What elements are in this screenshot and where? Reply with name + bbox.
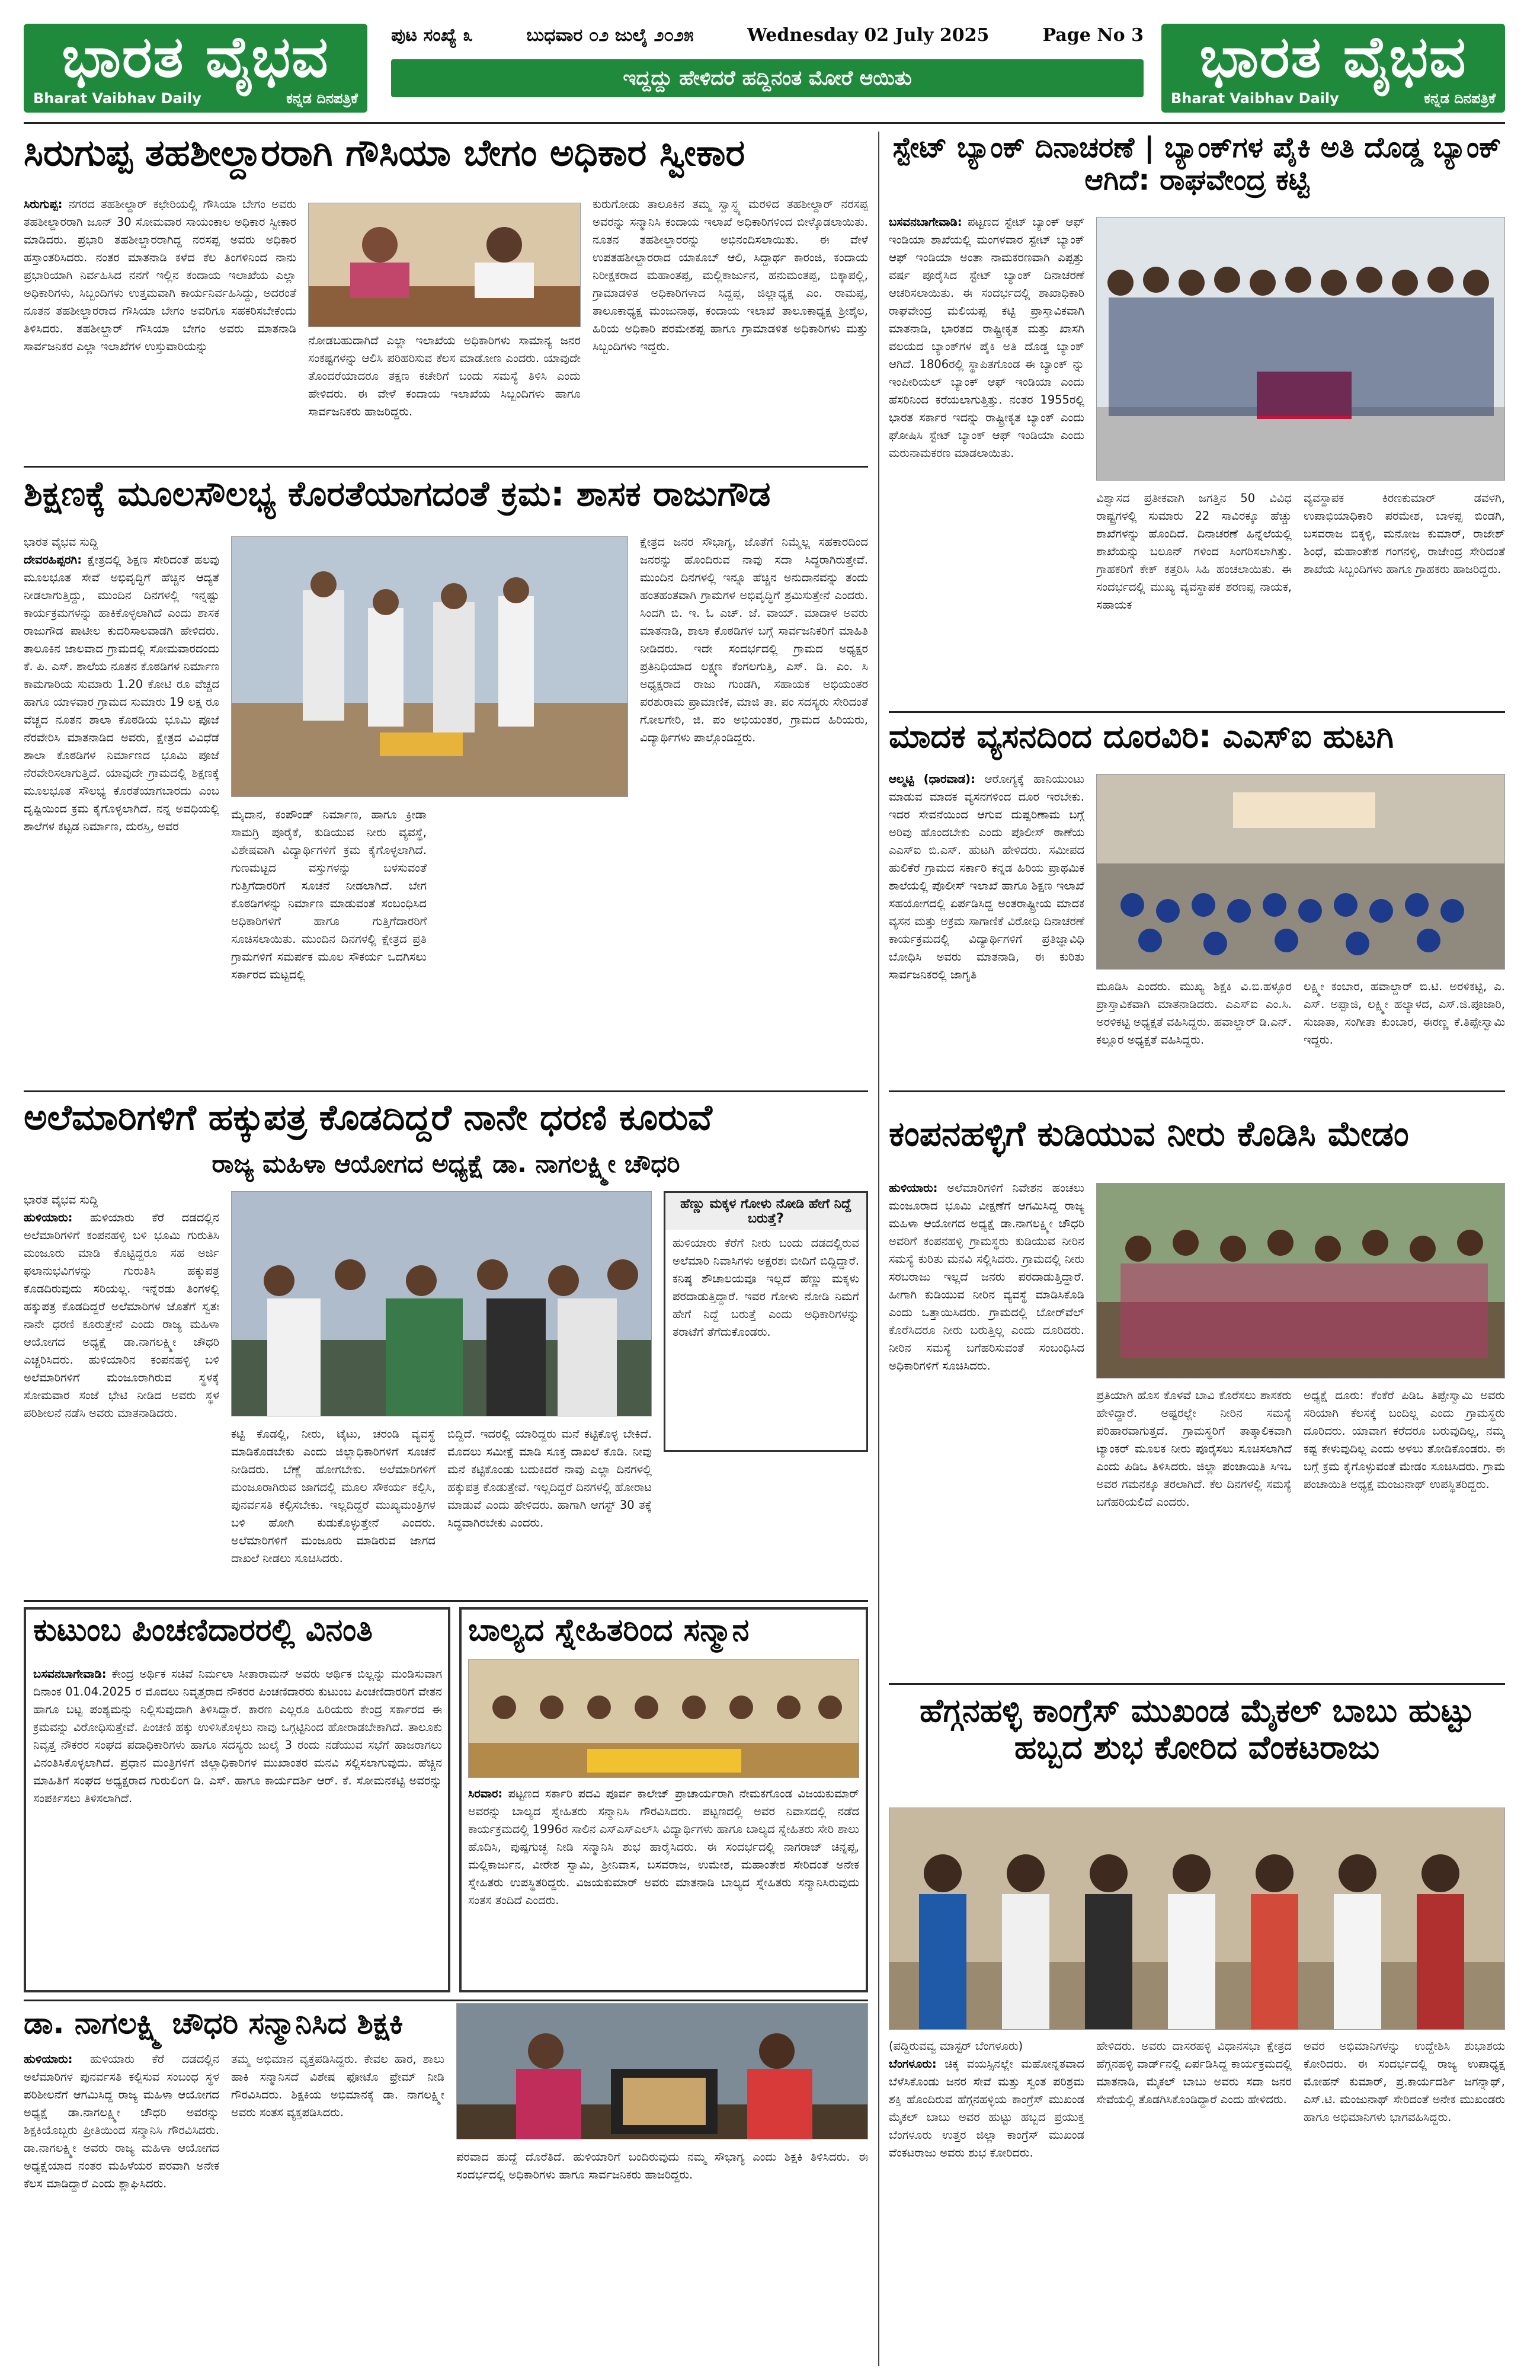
a3-photo-image <box>232 537 628 797</box>
a10-col1 <box>889 2037 1084 2365</box>
a5-col2: ಕಟ್ಟಿ ಕೊಡಲ್ಲಿ, ನೀರು, ಟೈಟು, ಚರಂಡಿ ವ್ಯವಸ್ಥೆ ಮಾಡಿಕೊಡಬೇಕು ಎಂದು ಜಿಲ್ಲಾಧಿಕಾರಿಗಳಿಗೆ ಸೂಚನೆ ನೀಡಿದರು. ಬೆಣ್ಣೆ ಹೋಗಬೇಕು. ಅಲೆಮಾರಿಗಳಿಗೆ ಮಂಜೂರಾಗಿರುವ ಜಾಗದಲ್ಲಿ ಮೂಲ ಸೌಕರ್ಯ ಕಲ್ಪಿಸಿ, ಪುನರ್ವಸತಿ ಕಲ್ಪಿಸಬೇಕು. ಇಲ್ಲದಿದ್ದರೆ ಮುಖ್ಯಮಂತ್ರಿಗಳ ಬಳಿ ಹೋಗಿ ಕುಡುಕೊಳ್ಳುತ್ತೇನೆ ಎಂದರು. ಅಲೆಮಾರಿಗಳಿಗೆ ಮಂಜೂರು ಮಾಡಿರುವ ಜಾಗದ ದಾಖಲೆ ನೀಡಲು ಸೂಚಿಸಿದರು. <box>231 1427 436 1565</box>
a6-photo <box>1096 1183 1505 1378</box>
headline-a5: ಅಲೆಮಾರಿಗಳಿಗೆ ಹಕ್ಕುಪತ್ರ ಕೊಡದಿದ್ದರೆ ನಾನೇ ಧರಣಿ ಕೂರುವೆ <box>24 1097 712 1138</box>
info-bar <box>391 25 1144 46</box>
a8-body <box>468 1785 859 1986</box>
rule-a6 <box>889 1683 1505 1685</box>
a10-col1-text: ಚಿಕ್ಕ ವಯಸ್ಸಿನಲ್ಲೇ ಮಹೋನ್ನತವಾದ ಬೆಳೆಸಿಕೊಂಡು ಜನರ ಸೇವೆ ಮತ್ತು ಸ್ವಂತ ಪರಿಶ್ರಮ ಶಕ್ತಿ ಹೊಂದಿರುವ ಹೆಗ್ಗನಹಳ್ಳಿಯ ಕಾಂಗ್ರೆಸ್ ಮುಖಂಡ ಮೈಕಲ್ ಬಾಬು ಅವರ ಹುಟ್ಟು ಹಬ್ಬದ ಪ್ರಯುಕ್ತ ಬೆಂಗಳೂರು ಉತ್ತರ ಜಿಲ್ಲಾ ಕಾಂಗ್ರೆಸ್ ಮುಖಂಡ ವೆಂಕಟರಾಜು ಅವರು ಶುಭ ಕೋರಿದರು. <box>889 2057 1084 2160</box>
a5-col1-text: ಹುಳಿಯಾರು ಕೆರೆ ದಡದಲ್ಲಿನ ಅಲೆಮಾರಿಗಳಿಗೆ ಕಂಪನಹಳ್ಳಿ ಬಳಿ ಭೂಮಿ ಗುರುತಿಸಿ ಮಂಜೂರು ಮಾಡಿ ಕೊಟ್ಟಿದ್ದರೂ ಸಹ ಅರ್ಜಿ ಫಲಾನುಭವಿಗಳನ್ನು ಗುರುತಿಸಿ ಹಕ್ಕುಪತ್ರ ಕೊಡದಿರುವುದು ಸರಿಯಲ್ಲ. ಇನ್ನೆರಡು ತಿಂಗಳಲ್ಲಿ ಹಕ್ಕುಪತ್ರ ಕೊಡದಿದ್ದರೆ ಅಲೆಮಾರಿಗಳ ಜೊತೆಗೆ ಸ್ವತಃ ನಾನೇ ಧರಣಿ ಕೂರುತ್ತೇನೆ ಎಂದು ರಾಜ್ಯ ಮಹಿಳಾ ಆಯೋಗದ ಅಧ್ಯಕ್ಷೆ ಡಾ.ನಾಗಲಕ್ಷ್ಮೀ ಚೌಧರಿ ಎಚ್ಚರಿಸಿದರು. ಹುಳಿಯಾರಿನ ಕಂಪನಹಳ್ಳಿ ಬಳಿ ಅಲೆಮಾರಿಗಳಿಗೆ ಮಂಜೂರಾಗಿರುವ ಸ್ಥಳಕ್ಕೆ ಸೋಮವಾರ ಸಂಜೆ ಭೇಟಿ ನೀಡಿದ ಅವರು ಸ್ಥಳ ಪರಿಶೀಲನೆ ನಡೆಸಿ ಅವರು ಮಾತನಾಡಿದರು. <box>24 1211 219 1420</box>
rule-a8 <box>24 2000 868 2001</box>
a1-col3: ಕುರುಗೋಡು ತಾಲೂಕಿನ ತಮ್ಮ ಸ್ವಾಸ್ಥ್ಯ ಮರಳಿದ ತಹಶೀಲ್ದಾರ್ ನರಸಪ್ಪ ಅವರನ್ನು ಸನ್ಮಾನಿಸಿ ಕಂದಾಯ ಇಲಾಖೆ ಅಧಿಕಾರಿಗಳಿಂದ ಬೀಳ್ಕೊಡಲಾಯಿತು. ನೂತನ ತಹಶೀಲ್ದಾರರನ್ನು ಅಭಿನಂದಿಸಲಾಯಿತು. ಈ ವೇಳೆ ಉಪತಹಶೀಲ್ದಾರರಾದ ಯಾಕೂಬ್ ಆಲಿ, ಸಿದ್ದಾರ್ಥ ಕಾರಂಜಿ, ಕಂದಾಯ ನಿರೀಕ್ಷಕರಾದ ಮಹಾಂತಪ್ಪ, ಮಲ್ಲಿಕಾರ್ಜುನ, ಹನುಮಂತಪ್ಪ, ಬಿಕ್ಕಾಪಲ್ಲಿ, ಗ್ರಾಮಾಡಳಿತ ಅಧಿಕಾರಿಗಳಾದ ಸಿದ್ದಪ್ಪ, ಜಿಲ್ಲಾಧ್ಯಕ್ಷ ಎಂ. ರಾಮಪ್ಪ, ತಾಲೂಕಾಧ್ಯಕ್ಷ ಮಂಜುನಾಥ, ಕಂದಾಯ ಇಲಾಖೆ ತಾಲೂಕಾಧ್ಯಕ್ಷ ಶ್ರೀಶೈಲ, ಹಿರಿಯ ಅಧಿಕಾರಿ ಪರಮೇಶಪ್ಪ ಹಾಗೂ ಗ್ರಾಮಾಡಳಿತ ಅಧಿಕಾರಿಗಳು ಮತ್ತು ಸಿಬ್ಬಂದಿಗಳು ಇದ್ದರು. <box>593 197 868 353</box>
masthead-english-right: Bharat Vaibhav Daily <box>1171 90 1339 107</box>
a8-photo-image <box>469 1660 859 1778</box>
rule-a4 <box>889 1090 1505 1092</box>
headline-a1: ಸಿರುಗುಪ್ಪ ತಹಶೀಲ್ದಾರರಾಗಿ ಗೌಸಿಯಾ ಬೇಗಂ ಅಧಿಕಾರ ಸ್ವೀಕಾರ <box>24 131 745 174</box>
masthead-left <box>24 24 367 113</box>
a3-dateline: ದೇವರಹಿಪ್ಪರಗಿ: <box>24 553 82 567</box>
a7-body-text: ಕೇಂದ್ರ ಅರ್ಥಿಕ ಸಚಿವೆ ನಿರ್ಮಲಾ ಸೀತಾರಾಮನ್ ಅವರು ಆರ್ಥಿಕ ಬಿಲ್ಲನ್ನು ಮಂಡಿಸುವಾಗ ದಿನಾಂಕ 01.04.2025 ರ ಮೊದಲು ನಿವೃತ್ತರಾದ ನೌಕರರ ಪಿಂಚಣಿದಾರರು ಕುಟುಂಬ ಪಿಂಚಣಿದಾರರಿಗೆ ವೇತನ ಹಾಗೂ ಬಟ್ಟ ಪಂಶ್ಯಮನ್ನು ನಿಲ್ಲಿಸುವುದಾಗಿ ತಿಳಿಸಿದ್ದಾರೆ. ಕಾರಣ ಎಲ್ಲರೂ ಹಿರಿಯರು ಕೇಂದ್ರ ಸರ್ಕಾರದ ಈ ಕ್ರಮವನ್ನು ವಿರೋಧಿಸುತ್ತೇವೆ. ಪಿಂಚಣಿ ಹಕ್ಕು ಉಳಿಸಿಕೊಳ್ಳಲು ನಾವು ಒಗ್ಗಟ್ಟಿನಿಂದ ಹೋರಾಡಬೇಕಾಗಿದೆ. ತಾಲೂಕು ನಿವೃತ್ತ ನೌಕರರ ಸಂಘದ ಪದಾಧಿಕಾರಿಗಳು ಹಾಗೂ ಸದಸ್ಯರು ಜುಲೈ 3 ರಂದು ನಡೆಯುವ ಸಭೆಗೆ ಹಾಜರಾಗಲು ವಿನಂತಿಸಿಕೊಳ್ಳಲಾಗಿದೆ. ಪ್ರಧಾನ ಮಂತ್ರಿಗಳಿಗೆ ಜಿಲ್ಲಾಧಿಕಾರಿಗಳ ಮುಖಾಂತರ ಮನವಿ ಸಲ್ಲಿಸಲಾಗುವುದು. ಹೆಚ್ಚಿನ ಮಾಹಿತಿಗೆ ಸಂಘದ ಅಧ್ಯಕ್ಷರಾದ ಗುರುಲಿಂಗ ಡಿ. ಎಸ್. ಹಾಗೂ ಕಾರ್ಯದರ್ಶಿ ಆರ್. ಕೆ. ಸೋಮನಕಟ್ಟಿ ಅವರನ್ನು ಸಂಪರ್ಕಿಸಲು ತಿಳಿಸಲಾಗಿದೆ. <box>33 1667 442 1805</box>
a2-col2: ವಿಶ್ವಾಸದ ಪ್ರತೀಕವಾಗಿ ಜಗತ್ತಿನ 50 ವಿವಿಧ ರಾಷ್ಟ್ರಗಳಲ್ಲಿ ಸುಮಾರು 22 ಸಾವಿರಕ್ಕೂ ಹೆಚ್ಚು ಶಾಖೆಗಳನ್ನು ಹೊಂದಿದೆ. ದಿನಾಚರಣೆ ಹಿನ್ನೆಲೆಯಲ್ಲಿ ಶಾಖೆಯನ್ನು ಬಲೂನ್ ಗಳಿಂದ ಸಿಂಗರಿಸಲಾಗಿತ್ತು. ಗ್ರಾಹಕರಿಗೆ ಕೇಕ್ ಕತ್ತರಿಸಿ ಸಿಹಿ ಹಂಚಲಾಯಿತು. ಈ ಸಂದರ್ಭದಲ್ಲಿ ಮುಖ್ಯ ವ್ಯವಸ್ಥಾಪಕ ಶರಣಪ್ಪ ನಾಯಕ, ಸಹಾಯಕ <box>1096 491 1292 612</box>
a10-photo <box>889 1808 1505 2030</box>
a1-caption: ನೋಡಬಹುದಾಗಿದೆ ಎಲ್ಲಾ ಇಲಾಖೆಯ ಅಧಿಕಾರಿಗಳು ಸಾಮಾನ್ಯ ಜನರ ಸಂಕಷ್ಟಗಳನ್ನು ಆಲಿಸಿ ಪರಿಹರಿಸುವ ಕೆಲಸ ಮಾಡೋಣ ಎಂದರು. ಯಾವುದೇ ತೊಂದರೆಯಾದರೂ ತಕ್ಷಣ ಕಚೇರಿಗೆ ಬಂದು ಸಮಸ್ಯೆ ತಿಳಿಸಿ ಎಂದು ಹೇಳಿದರು. ಈ ವೇಳೆ ಕಂದಾಯ ಇಲಾಖೆಯ ಸಿಬ್ಬಂದಿಗಳು ಹಾಗೂ ಸಾರ್ವಜನಿಕರು ಹಾಜರಿದ್ದರು. <box>308 334 581 418</box>
a4-dateline: ಆಲ್ಮಟ್ಟಿ (ಧಾರವಾಡ): <box>889 772 975 786</box>
a2-col1-text: ಪಟ್ಟಣದ ಸ್ಟೇಟ್ ಬ್ಯಾಂಕ್ ಆಫ್ ಇಂಡಿಯಾ ಶಾಖೆಯಲ್ಲಿ ಮಂಗಳವಾರ ಸ್ಟೇಟ್ ಬ್ಯಾಂಕ್ ಆಫ್ ಇಂಡಿಯಾ ಅಂತಾ ನಾಮಕರಣವಾಗಿ ಎಪ್ಪತ್ತು ವರ್ಷ ಪೂರೈಸಿದ ಸ್ಟೇಟ್ ಬ್ಯಾಂಕ್ ದಿನಾಚರಣೆ ಆಚರಿಸಲಾಯಿತು. ಈ ಸಂದರ್ಭದಲ್ಲಿ ಶಾಖಾಧಿಕಾರಿ ರಾಘವೇಂದ್ರ ಮಲಿಯಪ್ಪ ಕಟ್ಟಿ ಪ್ರಾಸ್ತಾವಿಕವಾಗಿ ಮಾತನಾಡಿ, ಭಾರತದ ರಾಷ್ಟ್ರೀಕೃತ ಮತ್ತು ಖಾಸಗಿ ವಲಯದ ಬ್ಯಾಂಕ್‌ಗಳ ಪೈಕಿ ಅತಿ ದೊಡ್ಡ ಬ್ಯಾಂಕ್ ಆಗಿದೆ. 1806ರಲ್ಲಿ ಸ್ಥಾಪಿತಗೊಂಡ ಈ ಬ್ಯಾಂಕ್ ನ್ನು ಇಂಪೀರಿಯಲ್ ಬ್ಯಾಂಕ್ ಆಫ್ ಇಂಡಿಯಾ ಎಂದು ಹೆಸರಿನಿಂದ ಕರೆಯಲಾಗುತ್ತಿತ್ತು. ನಂತರ 1955ರಲ್ಲಿ ಭಾರತ ಸರ್ಕಾರ ಇದನ್ನು ರಾಷ್ಟ್ರೀಕೃತ ಬ್ಯಾಂಕ್ ಎಂದು ಘೋಷಿಸಿ ಸ್ಟೇಟ್ ಬ್ಯಾಂಕ್ ಆಫ್ ಇಂಡಿಯಾ ಎಂದು ಮರುನಾಮಕರಣ ಮಾಡಲಾಯಿತು. <box>889 215 1084 460</box>
masthead-tag-right: ಕನ್ನಡ ದಿನಪತ್ರಿಕೆ <box>1424 90 1496 107</box>
headline-a7: ಕುಟುಂಬ ಪಿಂಚಣಿದಾರರಲ್ಲಿ ವಿನಂತಿ <box>33 1613 373 1648</box>
column-divider <box>878 132 879 2366</box>
a5-byline: ಭಾರತ ವೈಭವ ಸುದ್ದಿ <box>24 1193 98 1207</box>
a8-body-text: ಪಟ್ಟಣದ ಸರ್ಕಾರಿ ಪದವಿ ಪೂರ್ವ ಕಾಲೇಜ್ ಪ್ರಾಚಾರ್ಯರಾಗಿ ನೇಮಕಗೊಂಡ ವಿಜಯಕುಮಾರ್ ಅವರನ್ನು ಬಾಲ್ಯದ ಸ್ನೇಹಿತರು ಸನ್ಮಾನಿಸಿ ಗೌರವಿಸಿದರು. ಪಟ್ಟಣದಲ್ಲಿ ಅವರ ನಿವಾಸದಲ್ಲಿ ನಡೆದ ಕಾರ್ಯಕ್ರಮದಲ್ಲಿ 1996ರ ಸಾಲಿನ ಎಸ್ಎಸ್ಎಲ್‌ಸಿ ವಿದ್ಯಾರ್ಥಿಗಳು ಹಾಗೂ ಬಾಲ್ಯದ ಸ್ನೇಹಿತರು ಸೇರಿ ಶಾಲು ಹೊದಿಸಿ, ಪುಷ್ಪಗುಚ್ಛ ನೀಡಿ ಸನ್ಮಾನಿಸಿ ಶುಭ ಹಾರೈಸಿದರು. ಈ ಸಂದರ್ಭದಲ್ಲಿ ನಾಗರಾಜ್ ಚಿನ್ನಪ್ಪ, ಮಲ್ಲಿಕಾರ್ಜುನ, ವೀರೇಶ ಸ್ವಾಮಿ, ಶ್ರೀನಿವಾಸ, ಬಸವರಾಜ, ಉಮೇಶ, ಮಹಾಂತೇಶ ಸೇರಿದಂತೆ ಅನೇಕ ಸ್ನೇಹಿತರು ಉಪಸ್ಥಿತರಿದ್ದರು. ವಿಜಯಕುಮಾರ್ ಅವರು ಮಾತನಾಡಿ ಬಾಲ್ಯದ ಸ್ನೇಹಿತರು ಸನ್ಮಾನಿಸಿರುವುದು ಸಂತಸ ತಂದಿದೆ ಎಂದರು. <box>468 1787 859 1907</box>
a9-col3: ಪರವಾದ ಹುದ್ದೆ ದೊರೆತಿದೆ. ಹುಳಿಯಾರಿಗೆ ಬಂದಿರುವುದು ನಮ್ಮ ಸೌಭಾಗ್ಯ ಎಂದು ಶಿಕ್ಷಕಿ ತಿಳಿಸಿದರು. ಈ ಸಂದರ್ಭದಲ್ಲಿ ಅಧಿಕಾರಿಗಳು ಹಾಗೂ ಸಾರ್ವಜನಿಕರು ಹಾಜರಿದ್ದರು. <box>456 2150 868 2181</box>
masthead-title: ಭಾರತ ವೈಭವ <box>62 24 329 90</box>
a1-photo-image <box>309 203 581 327</box>
english-date: Wednesday 02 July 2025 <box>747 25 990 46</box>
a1-col1 <box>24 196 296 456</box>
headline-a8: ಬಾಲ್ಯದ ಸ್ನೇಹಿತರಿಂದ ಸನ್ಮಾನ <box>468 1613 750 1648</box>
a4-col1 <box>889 770 1084 1085</box>
a2-dateline: ಬಸವನಬಾಗೇವಾಡಿ: <box>889 215 962 229</box>
a3-col2: ಮೈದಾನ, ಕಂಪೌಂಡ್ ನಿರ್ಮಾಣ, ಹಾಗೂ ಕ್ರೀಡಾ ಸಾಮಗ್ರಿ ಪೂರೈಕೆ, ಕುಡಿಯುವ ನೀರು ವ್ಯವಸ್ಥೆ, ವಿಶೇಷವಾಗಿ ವಿದ್ಯಾರ್ಥಿಗಳಿಗೆ ಕ್ರಮ ಕೈಗೊಳ್ಳಲಾಗಿದೆ. ಗುಣಮಟ್ಟದ ವಸ್ತುಗಳನ್ನು ಬಳಸುವಂತೆ ಗುತ್ತಿಗೆದಾರರಿಗೆ ಸೂಚನೆ ನೀಡಲಾಗಿದೆ. ಬೇಗ ಕೊಠಡಿಗಳನ್ನು ನಿರ್ಮಾಣ ಮಾಡುವಂತೆ ಸಂಬಂಧಿಸಿದ ಅಧಿಕಾರಿಗಳಿಗೆ ಹಾಗೂ ಗುತ್ತಿಗೆದಾರರಿಗೆ ಸೂಚಿಸಲಾಯಿತು. ಮುಂದಿನ ದಿನಗಳಲ್ಲಿ ಕ್ಷೇತ್ರದ ಪ್ರತಿ ಗ್ರಾಮಗಳಿಗೆ ಸಮರ್ಪಕ ಮೂಲ ಸೌಕರ್ಯ ಒದಗಿಸಲು ಸರ್ಕಾರದ ಮಟ್ಟದಲ್ಲಿ <box>231 808 427 981</box>
a7-body <box>33 1665 442 1985</box>
a6-col1-text: ಅಲೆಮಾರಿಗಳಿಗೆ ನಿವೇಶನ ಹಂಚಲು ಮಂಜೂರಾದ ಭೂಮಿ ವೀಕ್ಷಣೆಗೆ ಆಗಮಿಸಿದ್ದ ರಾಜ್ಯ ಮಹಿಳಾ ಆಯೋಗದ ಅಧ್ಯಕ್ಷೆ ಡಾ.ನಾಗಲಕ್ಷ್ಮೀ ಚೌಧರಿ ಅವರಿಗೆ ಕಂಪನಹಳ್ಳಿ ಗ್ರಾಮಸ್ಥರು ಕುಡಿಯುವ ನೀರಿನ ಸಮಸ್ಯೆ ಕುರಿತು ಮನವಿ ಸಲ್ಲಿಸಿದರು. ಗ್ರಾಮದಲ್ಲಿ ನೀರು ಸರಬರಾಜು ಇಲ್ಲದೆ ಜನರು ಪರದಾಡುತ್ತಿದ್ದಾರೆ. ಹೀಗಾಗಿ ಕುಡಿಯುವ ನೀರಿನ ವ್ಯವಸ್ಥೆ ಮಾಡಿಸಿಕೊಡಿ ಎಂದು ಒತ್ತಾಯಿಸಿದರು. ಗ್ರಾಮದಲ್ಲಿ ಬೋರ್‌ವೆಲ್ ಕೊರೆಸಿದರೂ ನೀರು ಬರುತ್ತಿಲ್ಲ ಎಂದು ದೂರಿದರು. ನೀರಿನ ಸಮಸ್ಯೆ ಬಗೆಹರಿಸುವಂತೆ ಸಂಬಂಧಿಸಿದ ಅಧಿಕಾರಿಗಳಿಗೆ ಸೂಚಿಸಿದರು. <box>889 1181 1084 1373</box>
a5-inset-box <box>664 1191 868 1452</box>
headline-a3: ಶಿಕ್ಷಣಕ್ಕೆ ಮೂಲಸೌಲಭ್ಯ ಕೊರತೆಯಾಗದಂತೆ ಕ್ರಮ: ಶಾಸಕ ರಾಜುಗೌಡ <box>24 474 771 514</box>
a4-col3: ಲಕ್ಷ್ಮೀ ಕಂಬಾರ, ಹವಾಲ್ದಾರ್ ಬಿ.ಟಿ. ಅರಳಿಕಟ್ಟಿ, ಎ. ಎಸ್. ಅಪ್ಪಾಜಿ, ಲಕ್ಷ್ಮೀ ಹಲ್ಯಾಳದ, ಎಸ್.ಜಿ.ಪೂಜಾರಿ, ಸುಜಾತಾ, ಸಂಗೀತಾ ಕುಂಬಾರ, ಈರಣ್ಣ ಕೆ.ತಿಪ್ಪೇಸ್ವಾಮಿ ಇದ್ದರು. <box>1304 980 1505 1047</box>
a6-col2: ಪ್ರತಿಯಾಗಿ ಹೊಸ ಕೊಳವೆ ಬಾವಿ ಕೊರೆಸಲು ಶಾಸಕರು ಹೇಳಿದ್ದಾರೆ. ಅಷ್ಟರಲ್ಲೇ ನೀರಿನ ಸಮಸ್ಯೆ ಪರಿಹಾರವಾಗುತ್ತದೆ. ಗ್ರಾಮಸ್ಥರಿಗೆ ತಾತ್ಕಾಲಿಕವಾಗಿ ಟ್ಯಾಂಕರ್ ಮೂಲಕ ನೀರು ಪೂರೈಸಲು ಸೂಚಿಸಲಾಗಿದೆ ಎಂದು ಪಿಡಿಒ ತಿಳಿಸಿದರು. ಜಿಲ್ಲಾ ಪಂಚಾಯಿತಿ ಸಿಇಒ ಅವರ ಗಮನಕ್ಕೂ ತರಲಾಗಿದೆ. ಕೆಲ ದಿನಗಳಲ್ಲಿ ಸಮಸ್ಯೆ ಬಗೆಹರಿಯಲಿದೆ ಎಂದರು. <box>1096 1389 1292 1509</box>
page-number: Page No 3 <box>1042 25 1144 46</box>
masthead-right <box>1161 24 1505 113</box>
rule-a5 <box>24 1600 868 1602</box>
a9-dateline: ಹುಳಿಯಾರು: <box>24 2052 73 2066</box>
a5-dateline: ಹುಳಿಯಾರು: <box>24 1211 73 1224</box>
a3-photo <box>231 536 628 797</box>
a9-col2: ತಮ್ಮ ಅಭಿಮಾನ ವ್ಯಕ್ತಪಡಿಸಿದ್ದರು. ಕೇವಲ ಹಾರ, ಶಾಲು ಹಾಕಿ ಸನ್ಮಾನಿಸದೆ ವಿಶೇಷ ಫೋಟೊ ಫ್ರೇಮ್ ನೀಡಿ ಗೌರವಿಸಿದರು. ಶಿಕ್ಷಕಿಯ ಅಭಿಮಾನಕ್ಕೆ ಡಾ. ನಾಗಲಕ್ಷ್ಮೀ ಅವರು ಸಂತಸ ವ್ಯಕ್ತಪಡಿಸಿದರು. <box>231 2052 444 2119</box>
a3-col3: ಕ್ಷೇತ್ರದ ಜನರ ಸೌಭಾಗ್ಯ, ಜೊತೆಗೆ ನಿಮ್ಮೆಲ್ಲ ಸಹಕಾರದಿಂದ ಜನರನ್ನು ಹೊಂದಿರುವ ನಾವು ಸದಾ ಸಿದ್ಧರಾಗಿರುತ್ತೇವೆ. ಮುಂದಿನ ದಿನಗಳಲ್ಲಿ ಇನ್ನೂ ಹೆಚ್ಚಿನ ಅನುದಾನವನ್ನು ತಂದು ಹಂತಹಂತವಾಗಿ ಗ್ರಾಮಗಳ ಅಭಿವೃದ್ಧಿಗೆ ಶ್ರಮಿಸುತ್ತೇನೆ ಎಂದರು. ಸಿಂದಗಿ ಬಿ. ಇ. ಓ ಎಚ್. ಜೆ. ವಾಯ್. ಮಾದಾಳ ಅವರು ಮಾತನಾಡಿ, ಶಾಲಾ ಕೊಠಡಿಗಳ ಬಗ್ಗೆ ಸಾರ್ವಜನಿಕರಿಗೆ ಮಾಹಿತಿ ನೀಡಿದರು. ಇದೇ ಸಂದರ್ಭದಲ್ಲಿ ಗ್ರಾಮದ ಅಧ್ಯಕ್ಷರ ಪ್ರತಿನಿಧಿಯಾದ ಲಕ್ಷ್ಮಣ ಕೆಂಗಲಗುತ್ತಿ, ಎಸ್. ಡಿ. ಎಂ. ಸಿ ಅಧ್ಯಕ್ಷರಾದ ರಾಜು ಗುಂಡಗಿ, ಸಹಾಯಕ ಅಭಿಯಂತರ ಪರಶುರಾಮ ಪ್ರಾಮಾಣಿಕ, ಮಾಜಿ ತಾ. ಪಂ ಸದಸ್ಯರು ಸೇರಿದಂತೆ ಗೋಲಗೇರಿ, ಜಿ. ಪಂ ಅಭಿಯಂತರ, ಗ್ರಾಮದ ಹಿರಿಯರು, ವಿದ್ಯಾರ್ಥಿಗಳು ಪಾಲ್ಗೊಂಡಿದ್ದರು. <box>640 535 868 744</box>
a5-col3: ಬಿದ್ದಿದೆ. ಇದರಲ್ಲಿ ಯಾರಿದ್ದರು ಮನೆ ಕಟ್ಟಿಕೊಳ್ಳ ಬೇಕಿದೆ. ಮೊದಲು ಸಮೀಕ್ಷೆ ಮಾಡಿ ಸೂಕ್ತ ದಾಖಲೆ ಕೊಡಿ. ನೀವು ಮನೆ ಕಟ್ಟಿಕೊಂಡು ಬದುಕಿದರೆ ನಾವು ಎಲ್ಲಾ ದಿನಗಳಲ್ಲಿ ಹಕ್ಕುಪತ್ರ ಕೊಡುತ್ತೇವೆ. ಇಲ್ಲದಿದ್ದರೆ ದಿನಗಳಲ್ಲಿ ಹೋರಾಟ ಮಾಡುವೆ ಎಂದು ಹೇಳಿದರು. ಹಾಗಾಗಿ ಆಗಸ್ಟ್ 30 ತಕ್ಕೆ ಸಿದ್ಧವಾಗಿರಬೇಕು ಎಂದರು. <box>447 1427 652 1530</box>
a2-photo-image <box>1097 217 1505 481</box>
masthead-tag: ಕನ್ನಡ ದಿನಪತ್ರಿಕೆ <box>286 90 358 107</box>
a9-photo <box>456 2003 868 2139</box>
a10-caption: (ಪದ್ದಿರುವವ್ವ ಮಾಸ್ಟರ್ ಬೆಂಗಳೂರು) <box>889 2039 1023 2053</box>
a3-col1 <box>24 533 219 1085</box>
a5-col1 <box>24 1191 219 1594</box>
a4-photo-image <box>1097 775 1505 970</box>
a2-photo <box>1096 217 1505 481</box>
a6-dateline: ಹುಳಿಯಾರು: <box>889 1181 938 1195</box>
a6-col1 <box>889 1179 1084 1677</box>
a4-col2: ಮೂಡಿಸಿ ಎಂದರು. ಮುಖ್ಯ ಶಿಕ್ಷಕಿ ವಿ.ಬಿ.ಹಳ್ಳೂರ ಪ್ರಾಸ್ತಾವಿಕವಾಗಿ ಮಾತನಾಡಿದರು. ಎಎಸ್ಐ ಎಂ.ಸಿ. ಅರಳಿಕಟ್ಟಿ ಅಧ್ಯಕ್ಷತೆ ವಹಿಸಿದ್ದರು. ಹವಾಲ್ದಾರ್ ಡಿ.ಎನ್. ಕಲ್ಲೂರ ಅಧ್ಯಕ್ಷತೆ ವಹಿಸಿದ್ದರು. <box>1096 980 1292 1047</box>
a5-photo <box>231 1191 652 1416</box>
a9-photo-image <box>457 2004 868 2139</box>
headline-a6: ಕಂಪನಹಳ್ಳಿಗೆ ಕುಡಿಯುವ ನೀರು ಕೊಡಿಸಿ ಮೇಡಂ <box>889 1114 1409 1154</box>
a10-dateline: ಬೆಂಗಳೂರು: <box>889 2057 937 2071</box>
a1-col1-text: ನಗರದ ತಹಶೀಲ್ದಾರ್ ಕಛೇರಿಯಲ್ಲಿ ಗೌಸಿಯಾ ಬೇಗಂ ಅವರು ತಹಶೀಲ್ದಾರರಾಗಿ ಜೂನ್ 30 ಸೋಮವಾರ ಸಾಯಂಕಾಲ ಅಧಿಕಾರ ಸ್ವೀಕಾರ ಮಾಡಿದರು. ಪ್ರಭಾರಿ ತಹಶೀಲ್ದಾರರಾಗಿದ್ದ ನರಸಪ್ಪ ಅವರು ಅಧಿಕಾರ ಹಸ್ತಾಂತರಿಸಿದರು. ನಂತರ ಮಾತನಾಡಿ ಕಳೆದ ಕೆಲ ತಿಂಗಳಿನಿಂದ ನಾನು ಪ್ರಭಾರಿಯಾಗಿ ನಿರ್ವಹಿಸಿದ ನನಗೆ ಇಲ್ಲಿನ ಕಂದಾಯ ಇಲಾಖೆಯ ಎಲ್ಲಾ ಅಧಿಕಾರಿಗಳು, ಸಿಬ್ಬಂದಿಗಳು ಉತ್ತಮವಾಗಿ ಕಾರ್ಯನಿರ್ವಹಿಸಿದ್ದು, ಅದರಂತೆ ನೂತನ ತಹಶೀಲ್ದಾರರಾದ ಗೌಸಿಯಾ ಬೇಗಂ ಅವರಿಗೂ ಸಹಕರಿಸಬೇಕೆಂದು ತಿಳಿಸಿದರು. ತಹಶೀಲ್ದಾರ್ ಗೌಸಿಯಾ ಬೇಗಂ ಅವರು ಮಾತನಾಡಿ ಸಾರ್ವಜನಿಕರ ಎಲ್ಲಾ ಇಲಾಖೆಗಳ ಉಸ್ತುವಾರಿಯನ್ನು <box>24 197 296 353</box>
headline-a2: ಸ್ಟೇಟ್ ಬ್ಯಾಂಕ್ ದಿನಾಚರಣೆ | ಬ್ಯಾಂಕ್‌ಗಳ ಪೈಕಿ ಅತಿ ದೊಡ್ಡ ಬ್ಯಾಂಕ್ ಆಗಿದೆ: ರಾಘವೇಂದ್ರ ಕಟ್ಟಿ <box>892 131 1501 197</box>
a9-col1-text: ಹುಳಿಯಾರು ಕೆರೆ ದಡದಲ್ಲಿನ ಅಲೆಮಾರಿಗಳ ಪುನರ್ವಸತಿ ಕಲ್ಪಿಸುವ ಸಂಬಂಧ ಸ್ಥಳ ಪರಿಶೀಲನೆಗೆ ಆಗಮಿಸಿದ್ದ ರಾಜ್ಯ ಮಹಿಳಾ ಆಯೋಗದ ಅಧ್ಯಕ್ಷೆ ಡಾ.ನಾಗಲಕ್ಷ್ಮೀ ಚೌಧರಿ ಅವರನ್ನು ಶಿಕ್ಷಕಿಯೊಬ್ಬರು ಪ್ರೀತಿಯಿಂದ ಸನ್ಮಾನಿಸಿ ಗೌರವಿಸಿದರು. ಡಾ.ನಾಗಲಕ್ಷ್ಮೀ ಅವರು ರಾಜ್ಯ ಮಹಿಳಾ ಆಯೋಗದ ಅಧ್ಯಕ್ಷೆಯಾದ ನಂತರ ಮಹಿಳೆಯರ ಪರವಾಗಿ ಅನೇಕ ಕೆಲಸ ಮಾಡಿದ್ದಾರೆ ಎಂದು ಶ್ಲಾಘಿಸಿದರು. <box>24 2052 219 2190</box>
a8-dateline: ಸಿರವಾರ: <box>468 1787 503 1800</box>
a3-byline: ಭಾರತ ವೈಭವ ಸುದ್ದಿ <box>24 535 98 549</box>
a8-photo <box>468 1659 859 1778</box>
masthead-title-right: ಭಾರತ ವೈಭವ <box>1199 24 1467 90</box>
a4-col1-text: ಆರೋಗ್ಯಕ್ಕೆ ಹಾನಿಯುಂಟು ಮಾಡುವ ಮಾದಕ ವ್ಯಸನಗಳಿಂದ ದೂರ ಇರಬೇಕು. ಇದರ ಸೇವನೆಯಿಂದ ಆಗುವ ದುಷ್ಪರಿಣಾಮ ಬಗ್ಗೆ ಅರಿವು ಹೊಂದಬೇಕು ಎಂದು ಪೊಲೀಸ್ ಠಾಣೆಯ ಎಎಸ್ಐ ಬಿ.ಎಸ್. ಹುಟಗಿ ಹೇಳಿದರು. ಸಮೀಪದ ಹುಲಿಕೆರೆ ಗ್ರಾಮದ ಸರ್ಕಾರಿ ಕನ್ನಡ ಹಿರಿಯ ಪ್ರಾಥಮಿಕ ಶಾಲೆಯಲ್ಲಿ ಪೊಲೀಸ್ ಇಲಾಖೆ ಹಾಗೂ ಶಿಕ್ಷಣ ಇಲಾಖೆ ಸಹಯೋಗದಲ್ಲಿ ಏರ್ಪಡಿಸಿದ್ದ ಅಂತರಾಷ್ಟ್ರೀಯ ಮಾದಕ ವ್ಯಸನ ಮತ್ತು ಅಕ್ರಮ ಸಾಗಾಣಿಕೆ ವಿರೋಧಿ ದಿನಾಚರಣೆ ಕಾರ್ಯಕ್ರಮದಲ್ಲಿ ವಿದ್ಯಾರ್ಥಿಗಳಿಗೆ ಪ್ರತಿಜ್ಞಾವಿಧಿ ಬೋಧಿಸಿ ಅವರು ಮಾತನಾಡಿ, ಈ ಕುರಿತು ಸಾರ್ವಜನಿಕರಲ್ಲಿ ಜಾಗೃತಿ <box>889 772 1084 981</box>
issue-number: ಪುಟ ಸಂಖ್ಯೆ ೩ <box>391 25 473 46</box>
a1-photo <box>308 203 581 327</box>
slogan-bar: ಇದ್ದದ್ದು ಹೇಳಿದರೆ ಹದ್ದಿನಂತ ಮೋರೆ ಆಯಿತು <box>391 59 1144 97</box>
a2-col1 <box>889 213 1084 705</box>
a3-col2b <box>436 806 631 1085</box>
a2-col3: ವ್ಯವಸ್ಥಾಪಕ ಕಿರಣಕುಮಾರ್ ಡವಳಗಿ, ಉಪಾಭಿಯಾಧಿಕಾರಿ ಪರಮೇಶ, ಬಾಳಪ್ಪ ಬಿಂಡಗಿ, ಬಸವರಾಜ ಬಿಕ್ಕಳ್ಳಿ, ಮನೋಜ ಕುಮಾರ್, ರಾಜೇಶ್ ಶಿಂಧೆ, ಮಹಾಂತೇಶ ಗಂಗನಳ್ಳಿ, ರಾಜೇಂದ್ರ ಸೇರಿದಂತೆ ಶಾಖೆಯ ಸಿಬ್ಬಂದಿಗಳು ಹಾಗೂ ಗ್ರಾಹಕರು ಹಾಜರಿದ್ದರು. <box>1304 491 1505 576</box>
masthead-english: Bharat Vaibhav Daily <box>33 90 201 107</box>
headline-a4: ಮಾದಕ ವ್ಯಸನದಿಂದ ದೂರವಿರಿ: ಎಎಸ್ಐ ಹುಟಗಿ <box>889 718 1394 755</box>
headline-a9: ಡಾ. ನಾಗಲಕ್ಷ್ಮಿ ಚೌಧರಿ ಸನ್ಮಾನಿಸಿದ ಶಿಕ್ಷಕಿ <box>24 2006 404 2040</box>
a5-inset-title: ಹೆಣ್ಣು ಮಕ್ಕಳ ಗೋಳು ನೋಡಿ ಹೇಗೆ ನಿದ್ದೆ ಬರುತ್ತೆ? <box>665 1193 866 1230</box>
a6-photo-image <box>1097 1183 1505 1378</box>
rule-a1 <box>24 466 868 468</box>
a10-col2: ಹೇಳಿದರು. ಅವರು ದಾಸರಹಳ್ಳಿ ವಿಧಾನಸಭಾ ಕ್ಷೇತ್ರದ ಹೆಗ್ಗನಹಳ್ಳಿ ವಾರ್ಡ್‌ನಲ್ಲಿ ಏರ್ಪಡಿಸಿದ್ದ ಕಾರ್ಯಕ್ರಮದಲ್ಲಿ ಮಾತನಾಡಿ, ಮೈಕಲ್ ಬಾಬು ಅವರು ಸದಾ ಜನರ ಸೇವೆಯಲ್ಲಿ ತೊಡಗಿಸಿಕೊಂಡಿದ್ದಾರೆ ಎಂದು ಹೇಳಿದರು. <box>1096 2039 1292 2106</box>
a4-photo <box>1096 774 1505 970</box>
masthead-rule <box>24 122 1505 124</box>
a5-photo-image <box>232 1192 652 1416</box>
a10-photo-image <box>889 1808 1505 2030</box>
a6-col3: ಅಧ್ಯಕ್ಷೆ ದೂರು: ಕೆಂಕೆರೆ ಪಿಡಿಒ ತಿಪ್ಪೇಸ್ವಾಮಿ ಅವರು ಸರಿಯಾಗಿ ಕೆಲಸಕ್ಕೆ ಬಂದಿಲ್ಲ ಎಂದು ಗ್ರಾಮಸ್ಥರು ದೂರಿದರು. ಯಾವಾಗ ಕರೆದರೂ ಬರುವುದಿಲ್ಲ, ನಮ್ಮ ಕಷ್ಟ ಕೇಳುವುದಿಲ್ಲ ಎಂದು ಅಳಲು ತೋಡಿಕೊಂಡರು. ಈ ಬಗ್ಗೆ ಕ್ರಮ ಕೈಗೊಳ್ಳುವಂತೆ ಮೇಡಂ ಸೂಚಿಸಿದರು. ಗ್ರಾಮ ಪಂಚಾಯಿತಿ ಅಧ್ಯಕ್ಷ ಮಂಜುನಾಥ್ ಉಪಸ್ಥಿತರಿದ್ದರು. <box>1304 1389 1505 1491</box>
a7-dateline: ಬಸವನಬಾಗೇವಾಡಿ: <box>33 1667 107 1681</box>
a10-col3: ಅವರ ಅಭಿಮಾನಿಗಳನ್ನು ಉದ್ದೇಶಿಸಿ ಶುಭಾಶಯ ಕೋರಿದರು. ಈ ಸಂದರ್ಭದಲ್ಲಿ ರಾಜ್ಯ ಉಪಾಧ್ಯಕ್ಷ ಮೋಹನ್ ಕುಮಾರ್, ಪ್ರ.ಕಾರ್ಯದರ್ಶಿ ಜಗನ್ನಾಥ್, ಎಸ್.ಟಿ. ಮಂಜುನಾಥ್ ಸೇರಿದಂತೆ ಅನೇಕ ಮುಖಂಡರು ಹಾಗೂ ಅಭಿಮಾನಿಗಳು ಭಾಗವಹಿಸಿದ್ದರು. <box>1304 2039 1505 2124</box>
rule-a2 <box>889 711 1505 713</box>
subhead-a5: ರಾಜ್ಯ ಮಹಿಳಾ ಆಯೋಗದ ಅಧ್ಯಕ್ಷೆ ಡಾ. ನಾಗಲಕ್ಷ್ಮೀ ಚೌಧರಿ <box>212 1149 680 1178</box>
rule-a3 <box>24 1090 868 1092</box>
kannada-date: ಬುಧವಾರ ೦೨ ಜುಲೈ ೨೦೨೫ <box>526 25 694 46</box>
a3-col1-text: ಕ್ಷೇತ್ರದಲ್ಲಿ ಶಿಕ್ಷಣ ಸೇರಿದಂತೆ ಹಲವು ಮೂಲಭೂತ ಸೇವೆ ಅಭಿವೃದ್ಧಿಗೆ ಹೆಚ್ಚಿನ ಆದ್ಯತೆ ನೀಡಲಾಗುತ್ತಿದ್ದು, ಮುಂದಿನ ದಿನಗಳಲ್ಲಿ ಇನ್ನಷ್ಟು ಕಾರ್ಯಕ್ರಮಗಳನ್ನು ಹಾಕಿಕೊಳ್ಳಲಾಗಿದೆ ಎಂದು ಶಾಸಕ ರಾಜುಗೌಡ ಪಾಟೀಲ ಕುದರಿಸಾಲವಾಡಗಿ ಹೇಳಿದರು. ತಾಲೂಕಿನ ಜಾಲವಾದ ಗ್ರಾಮದಲ್ಲಿ ಸೋಮವಾರದಂದು ಕೆ. ಪಿ. ಎಸ್. ಶಾಲೆಯ ನೂತನ ಕೊಠಡಿಗಳ ನಿರ್ಮಾಣ ಕಾಮಗಾರಿಯ ಸುಮಾರು 1.20 ಕೋಟಿ ರೂ ವೆಚ್ಚದ ಹಾಗೂ ಯಾಳವಾರ ಗ್ರಾಮದ ಸುಮಾರು 19 ಲಕ್ಷ ರೂ ವೆಚ್ಚದ ನೂತನ ಶಾಲಾ ಕೊಠಡಿಯ ಭೂಮಿ ಪೂಜೆ ನೆರವೇರಿಸಿ ಮಾತನಾಡಿದ ಅವರು, ಕ್ಷೇತ್ರದ ವಿವಿಧೆಡೆ ಶಾಲಾ ಕೊಠಡಿಗಳ ನಿರ್ಮಾಣದ ಭೂಮಿ ಪೂಜೆ ನೆರವೇರಿಸಲಾಗುತ್ತಿದೆ. ಯಾವುದೇ ಗ್ರಾಮದಲ್ಲಿ ಶಿಕ್ಷಣಕ್ಕೆ ಮೂಲಭೂತ ಸೌಲಭ್ಯ ಕೊರತೆಯಾಗಬಾರದು ಎಂಬ ದೃಷ್ಟಿಯಿಂದ ಕ್ರಮ ಕೈಗೊಳ್ಳಲಾಗಿದೆ. ನನ್ನ ಅವಧಿಯಲ್ಲಿ ಶಾಲೆಗಳ ಕಟ್ಟಡ ನಿರ್ಮಾಣ, ದುರಸ್ತಿ, ಅವರ <box>24 553 219 833</box>
headline-a10: ಹೆಗ್ಗನಹಳ್ಳಿ ಕಾಂಗ್ರೆಸ್ ಮುಖಂಡ ಮೈಕಲ್ ಬಾಬು ಹುಟ್ಟು ಹಬ್ಬದ ಶುಭ ಕೋರಿದ ವೆಂಕಟರಾಜು <box>920 1692 1474 1767</box>
a1-dateline: ಸಿರುಗುಪ್ಪ: <box>24 197 63 211</box>
a5-inset-body: ಹುಳಿಯಾರು ಕೆರೆಗೆ ನೀರು ಬಂದು ದಡದಲ್ಲಿರುವ ಅಲೆಮಾರಿ ನಿವಾಸಿಗಳು ಅಕ್ಷರಶಃ ಬೀದಿಗೆ ಬಿದ್ದಿದ್ದಾರೆ. ಕನಿಷ್ಠ ಶೌಚಾಲಯವೂ ಇಲ್ಲದೆ ಹೆಣ್ಣು ಮಕ್ಕಳು ಪರದಾಡುತ್ತಿದ್ದಾರೆ. ಇವರ ಗೋಳು ನೋಡಿ ನಿಮಗೆ ಹೇಗೆ ನಿದ್ದೆ ಬರುತ್ತೆ ಎಂದು ಅಧಿಕಾರಿಗಳನ್ನು ತರಾಟೆಗೆ ತೆಗೆದುಕೊಂಡರು. <box>673 1236 859 1339</box>
a9-col1 <box>24 2050 219 2365</box>
